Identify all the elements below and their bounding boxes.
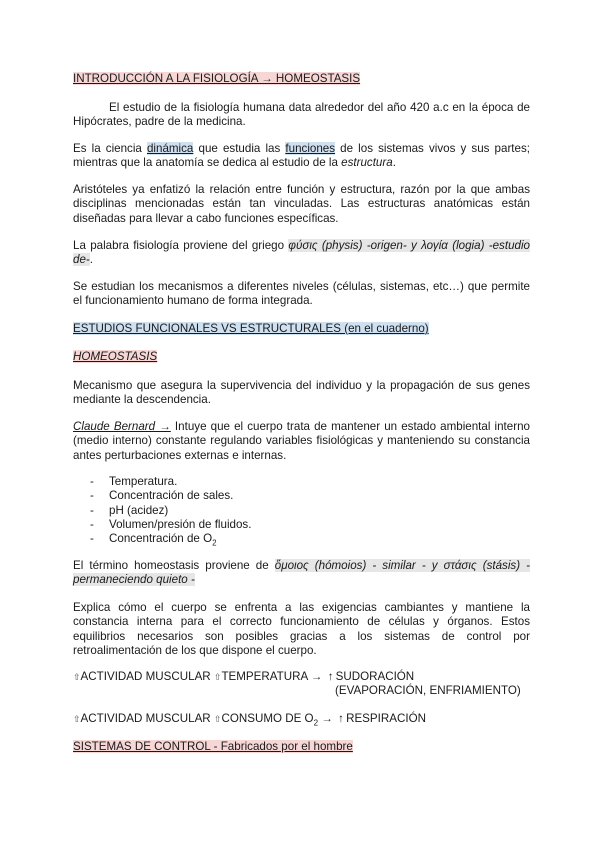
section-heading-control: [73, 740, 530, 754]
mechanism-paragraph: Mecanismo que asegura la supervivencia del individuo y la propagación de sus genes mediante la descendencia.: [73, 379, 530, 407]
bold-up-arrow-icon: ↑: [338, 712, 344, 725]
etymology-paragraph: [73, 239, 530, 268]
p4-end: .: [89, 253, 93, 267]
intro-paragraph: El estudio de la fisiología humana data alrededor del año 420 a.c en la época de Hipócrates, padre de la medicina.: [73, 101, 530, 129]
list-item: - Temperatura.: [90, 475, 178, 488]
example-temperature: ⇧ACTIVIDAD MUSCULAR ⇧TEMPERATURA → ↑ SUDORACIÓN: [73, 670, 415, 683]
title-text: INTRODUCCIÓN A LA FISIOLOGÍA → HOMEOSTASIS: [73, 72, 361, 85]
list-item: - Concentración de $O_2$: [90, 532, 217, 548]
word-funciones: funciones: [285, 142, 336, 155]
p2-mid: que estudia las: [193, 142, 286, 155]
example-respiration: ⇧ACTIVIDAD MUSCULAR ⇧CONSUMO DE $O_2$ → ↑ RESPIRACIÓN: [73, 712, 426, 728]
section-heading-homeostasis: [73, 350, 530, 364]
p2-end: .: [392, 156, 396, 170]
levels-paragraph: Se estudian los mecanismos a diferentes niveles (células, sistemas, etc…) que permite el funcionamiento humano de forma integrada.: [73, 280, 530, 308]
claude-bernard-name: Claude Bernard →: [73, 420, 171, 433]
greek-homeostasis: ὅμοιος (hómoios) - similar - y στάσις (stásis) - permaneciendo quieto -: [73, 559, 530, 587]
example-temperature-detail: (EVAPORACIÓN, ENFRIAMIENTO): [335, 684, 521, 697]
explanation-paragraph: Explica cómo el cuerpo se enfrenta a las exigencias cambiantes y mantiene la constancia interna para el correcto funcionamiento de células y órganos. Estos equilibrios necesarios son posibles gracias a los sistemas de control por retroalimentación de los que dispone el cuerpo.: [73, 601, 530, 657]
list-item: - Concentración de sales.: [90, 489, 234, 503]
greek-etymology: φύσις (physis) -origen- y λογία (logia) -estudio de-: [73, 239, 530, 267]
heading-estudios-text: ESTUDIOS FUNCIONALES VS ESTRUCTURALES (en el cuaderno): [73, 322, 429, 335]
variables-list: [73, 475, 530, 546]
p2-post: de los sistemas vivos y sus partes; mientras que la anatomía se dedica al estudio de la: [73, 142, 530, 170]
document-title: [73, 72, 530, 86]
bold-up-arrow-icon: ↑: [327, 670, 334, 683]
section-heading-estudios: [73, 322, 530, 336]
word-dinamica: dinámica: [146, 142, 194, 155]
small-up-arrow-icon: ⇧: [213, 714, 222, 724]
list-item: - Volumen/presión de fluidos.: [90, 517, 252, 531]
homeostasis-etymology-paragraph: [73, 559, 530, 588]
bernard-text: Intuye que el cuerpo trata de mantener un estado ambiental interno (medio interno) constante regulando variables fisiológicas y manteniendo su constancia antes perturbaciones externas e internas.: [73, 420, 530, 462]
definition-paragraph: [73, 142, 530, 171]
heading-control-text: SISTEMAS DE CONTROL - Fabricados por el hombre: [73, 740, 353, 753]
p2-pre: Es la ciencia: [73, 142, 147, 155]
p8-pre: El término homeostasis proviene de: [73, 559, 275, 572]
heading-homeostasis-text: HOMEOSTASIS: [73, 350, 158, 363]
small-up-arrow-icon: ⇧: [73, 714, 81, 724]
bernard-paragraph: [73, 420, 530, 463]
word-estructura: estructura: [341, 156, 393, 170]
small-up-arrow-icon: ⇧: [73, 672, 81, 682]
aristoteles-paragraph: Aristóteles ya enfatizó la relación entre función y estructura, razón por la que ambas disciplinas mencionadas están tan vinculadas. Las estructuras anatómicas están diseñadas para llevar a cabo funciones específicas.: [73, 183, 530, 225]
list-item: - pH (acidez): [90, 503, 169, 517]
small-up-arrow-icon: ⇧: [213, 672, 222, 682]
p4-pre: La palabra fisiología proviene del griego: [73, 239, 289, 252]
